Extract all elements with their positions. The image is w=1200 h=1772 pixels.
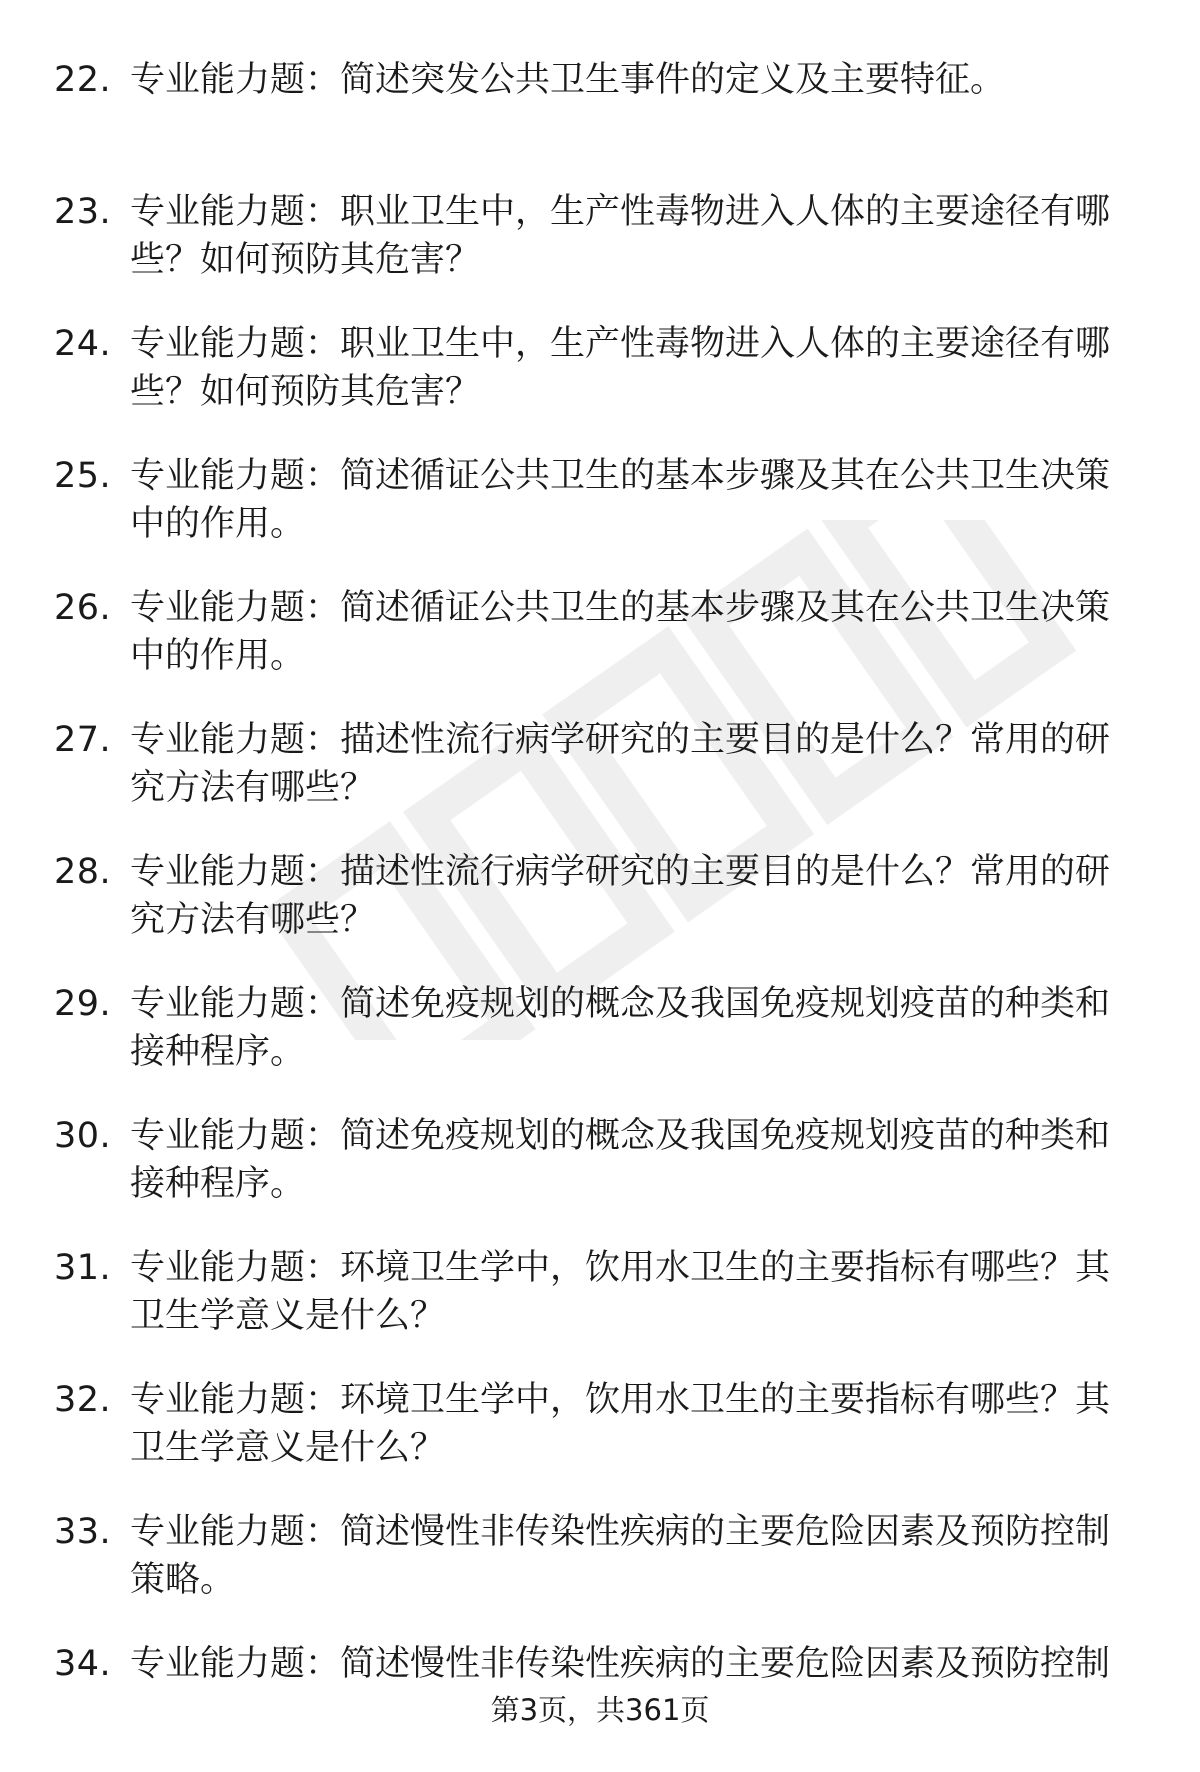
question-item [0,716,1200,848]
question-text: 专业能力题：简述突发公共卫生事件的定义及主要特征。 [130,60,1006,100]
question-number: 27. [54,720,112,760]
question-text: 专业能力题：职业卫生中，生产性毒物进入人体的主要途径有哪些？如何预防其危害？ [130,324,1111,412]
question-number: 31. [54,1248,112,1288]
question-item [0,56,1200,188]
question-item [0,980,1200,1112]
question-number: 29. [54,984,112,1024]
question-text: 专业能力题：简述免疫规划的概念及我国免疫规划疫苗的种类和接种程序。 [130,1116,1111,1204]
page-footer [0,1690,1200,1730]
question-text: 专业能力题：环境卫生学中，饮用水卫生的主要指标有哪些？其卫生学意义是什么？ [130,1248,1111,1336]
question-text: 专业能力题：描述性流行病学研究的主要目的是什么？常用的研究方法有哪些？ [130,720,1111,808]
question-number: 30. [54,1116,112,1156]
question-item [0,1376,1200,1508]
question-item [0,188,1200,320]
question-item [0,320,1200,452]
question-number: 22. [54,60,112,100]
question-number: 32. [54,1380,112,1420]
question-number: 28. [54,852,112,892]
question-text: 专业能力题：简述慢性非传染性疾病的主要危险因素及预防控制 [130,1644,1111,1684]
question-item [0,848,1200,980]
question-number: 24. [54,324,112,364]
question-number: 33. [54,1512,112,1552]
question-item [0,1508,1200,1640]
question-number: 25. [54,456,112,496]
question-number: 26. [54,588,112,628]
question-text: 专业能力题：简述循证公共卫生的基本步骤及其在公共卫生决策中的作用。 [130,588,1111,676]
question-number: 34. [54,1644,112,1684]
question-text: 专业能力题：描述性流行病学研究的主要目的是什么？常用的研究方法有哪些？ [130,852,1111,940]
question-list [0,56,1200,1772]
page-number-label: 第3页，共361页 [490,1693,710,1727]
question-item [0,1244,1200,1376]
question-text: 专业能力题：环境卫生学中，饮用水卫生的主要指标有哪些？其卫生学意义是什么？ [130,1380,1111,1468]
question-text: 专业能力题：职业卫生中，生产性毒物进入人体的主要途径有哪些？如何预防其危害？ [130,192,1111,280]
question-number: 23. [54,192,112,232]
question-item [0,1112,1200,1244]
question-text: 专业能力题：简述免疫规划的概念及我国免疫规划疫苗的种类和接种程序。 [130,984,1111,1072]
question-item [0,452,1200,584]
question-text: 专业能力题：简述循证公共卫生的基本步骤及其在公共卫生决策中的作用。 [130,456,1111,544]
question-text: 专业能力题：简述慢性非传染性疾病的主要危险因素及预防控制策略。 [130,1512,1111,1600]
question-item [0,584,1200,716]
